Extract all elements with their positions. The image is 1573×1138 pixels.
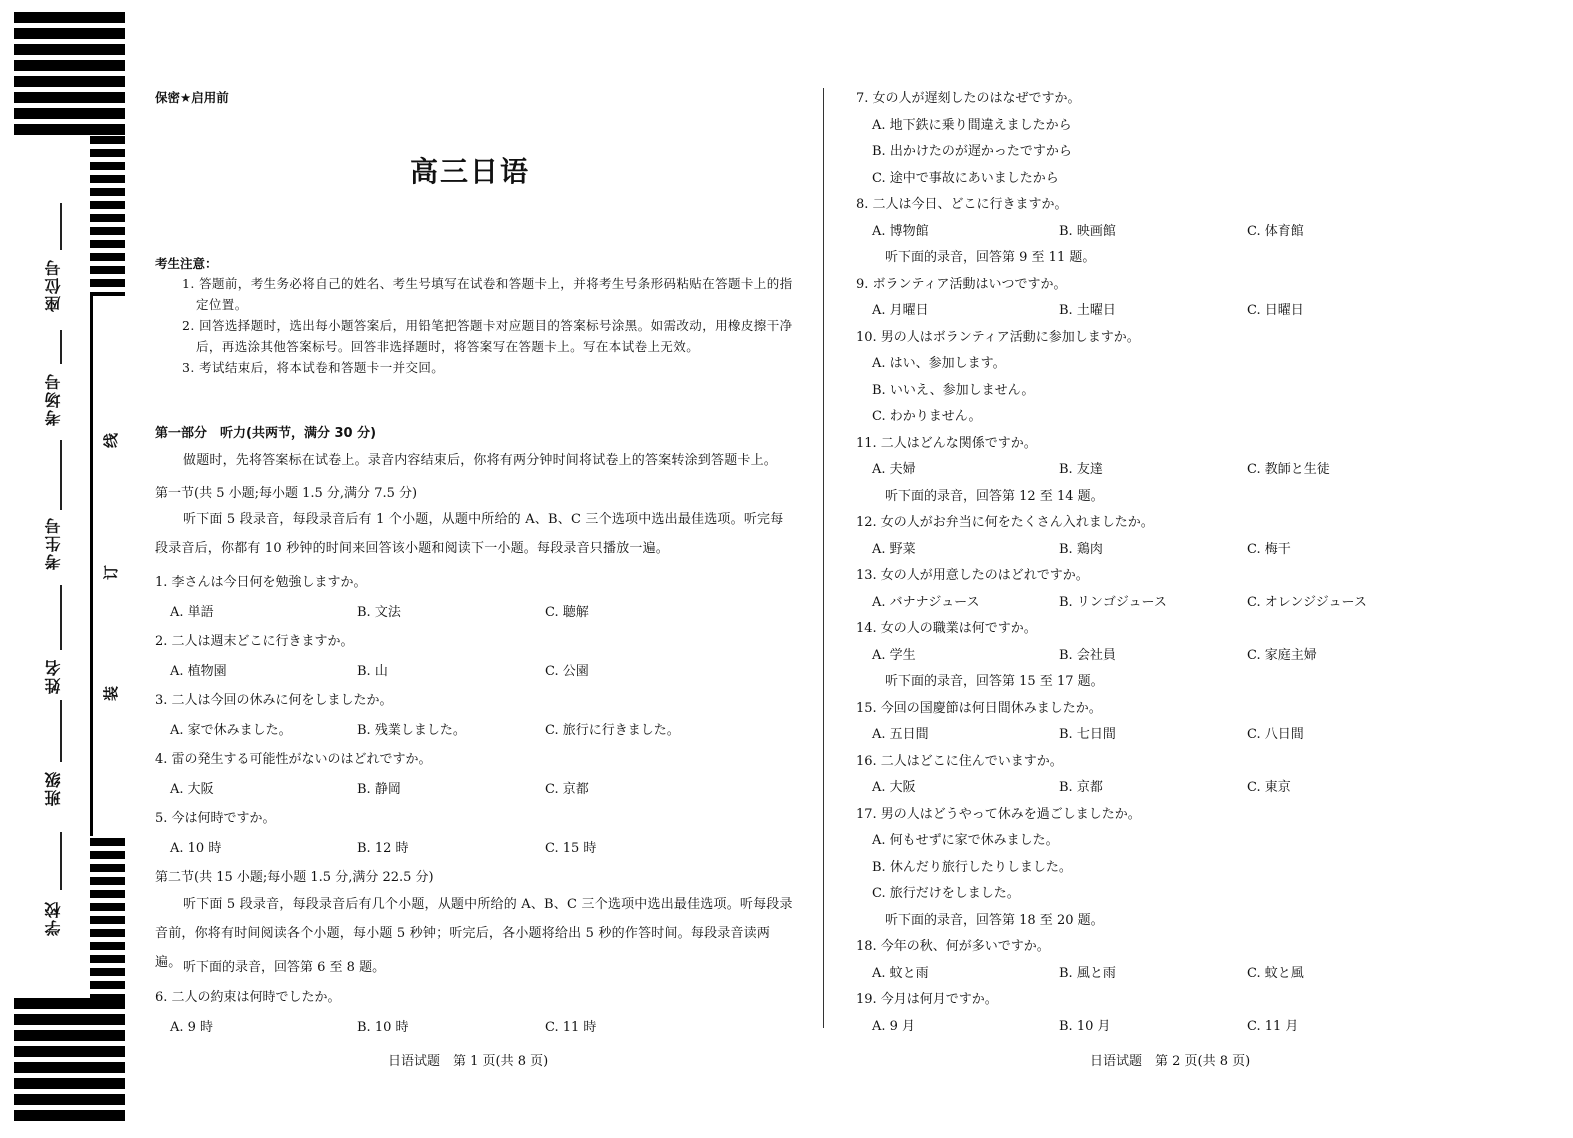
option-b: B. 10 月 [1059, 1018, 1111, 1034]
notes-heading: 考生注意： [155, 256, 218, 271]
column-divider [823, 88, 824, 1028]
exam-title: 高三日语 [410, 155, 531, 188]
option-b: B. 京都 [1059, 780, 1103, 795]
notes-list [182, 273, 794, 378]
part1-heading: 第一部分 听力(共两节，满分 30 分) [155, 426, 377, 441]
question-text: 10. 男の人はボランティア活動に参加しますか。 [856, 329, 1140, 345]
binding-label: 座位号 [44, 258, 63, 312]
section1-heading: 第一节(共 5 小题;每小题 1.5 分,满分 7.5 分) [155, 486, 418, 501]
question-text: 12. 女の人がお弁当に何をたくさん入れましたか。 [856, 515, 1154, 530]
option-a: A. 10 時 [170, 841, 222, 856]
page1-footer: 日语试题 第 1 页(共 8 页) [388, 1054, 549, 1069]
question-text: 3. 二人は今回の休みに何をしましたか。 [155, 693, 393, 708]
option-a: A. 蚊と雨 [872, 965, 929, 981]
listen-instruction: 听下面的录音，回答第 18 至 20 题。 [872, 912, 1104, 928]
section2-instructions: 听下面 5 段录音，每段录音后有几个小题，从题中所给的 A、B、C 三个选项中选出最佳选项。听每段录音前，你将有时间阅读各个小题，每小题 5 秒钟；听完后，各小题将给出 5 秒的作答时间。每段录音读两遍。 [155, 897, 793, 970]
option-c: C. 梅干 [1247, 541, 1291, 557]
option-c: C. 八日間 [1247, 727, 1304, 742]
listen-instruction: 听下面的录音，回答第 9 至 11 题。 [872, 250, 1096, 265]
section2-heading: 第二节(共 15 小题;每小题 1.5 分,满分 22.5 分) [155, 870, 434, 885]
option-c: C. 11 時 [545, 1020, 597, 1035]
option-c: C. 家庭主婦 [1247, 647, 1317, 663]
option-b: B. 文法 [357, 605, 401, 620]
fill-in-line [60, 585, 62, 650]
option-line: B. 出かけたのが遅かったですから [872, 144, 1072, 159]
question-text: 6. 二人の約束は何時でしたか。 [155, 990, 341, 1005]
confidential-mark: 保密★启用前 [155, 90, 229, 105]
question-text: 18. 今年の秋、何が多いですか。 [856, 939, 1050, 954]
fill-in-line [60, 440, 62, 510]
question-text: 11. 二人はどんな関係ですか。 [856, 435, 1037, 451]
option-b: B. 山 [357, 664, 388, 679]
question-text: 5. 今は何時ですか。 [155, 811, 276, 826]
question-text: 9. ボランティア活動はいつですか。 [856, 276, 1067, 292]
option-a: A. バナナジュース [872, 594, 980, 610]
binding-stripes-bottom [14, 998, 125, 1124]
option-a: A. 9 時 [170, 1020, 214, 1035]
binding-label: 学校 [44, 900, 63, 936]
option-b: B. 鶏肉 [1059, 541, 1103, 557]
option-b: B. 会社員 [1059, 647, 1116, 663]
option-c: C. 聴解 [545, 605, 589, 620]
option-b: B. 土曜日 [1059, 303, 1116, 318]
option-a: A. 野菜 [872, 541, 916, 557]
seal-character: 装 [102, 685, 121, 702]
option-a: A. 月曜日 [872, 303, 929, 318]
fill-in-line [60, 832, 62, 890]
option-c: C. 教師と生徒 [1247, 462, 1330, 477]
seal-character: 线 [102, 432, 121, 449]
question-text: 17. 男の人はどうやって休みを過ごしましたか。 [856, 806, 1141, 822]
option-b: B. リンゴジュース [1059, 594, 1167, 610]
seal-character: 订 [102, 564, 121, 581]
binding-label: 考生号 [44, 516, 63, 570]
listen-instruction: 听下面的录音，回答第 15 至 17 题。 [872, 674, 1104, 689]
option-b: B. 残業しました。 [357, 723, 466, 738]
option-c: C. 京都 [545, 782, 589, 797]
option-a: A. 夫婦 [872, 462, 916, 477]
option-a: A. 博物館 [872, 223, 929, 239]
option-line: C. 途中で事故にあいましたから [872, 170, 1059, 186]
question-text: 1. 李さんは今日何を勉強しますか。 [155, 575, 367, 590]
option-c: C. オレンジジュース [1247, 594, 1367, 610]
option-a: A. 植物園 [170, 664, 227, 679]
option-c: C. 15 時 [545, 841, 597, 856]
question-text: 14. 女の人の職業は何ですか。 [856, 621, 1037, 636]
listen-instruction: 听下面的录音，回答第 6 至 8 题。 [183, 960, 386, 975]
option-a: A. 単語 [170, 605, 214, 620]
option-a: A. 学生 [872, 647, 916, 663]
note-item: 3. 考试结束后，将本试卷和答题卡一并交回。 [182, 360, 445, 375]
option-b: B. 風と雨 [1059, 965, 1116, 981]
option-c: C. 旅行に行きました。 [545, 723, 680, 738]
note-item: 2. 回答选择题时，选出每小题答案后，用铅笔把答题卡对应题目的答案标号涂黑。如需改动，用橡皮擦干净后，再选涂其他答案标号。回答非选择题时，将答案写在答题卡上。写在本试卷上无效。 [182, 318, 793, 354]
option-c: C. 蚊と風 [1247, 965, 1304, 981]
option-line: A. はい、参加します。 [872, 356, 1006, 371]
option-b: B. 12 時 [357, 841, 409, 856]
binding-label: 班级 [44, 770, 63, 806]
listen-instruction: 听下面的录音，回答第 12 至 14 题。 [872, 488, 1104, 504]
option-line: B. 休んだり旅行したりしました。 [872, 859, 1072, 875]
option-b: B. 七日間 [1059, 727, 1116, 742]
option-c: C. 東京 [1247, 780, 1291, 795]
option-a: A. 大阪 [872, 780, 916, 795]
question-text: 15. 今回の国慶節は何日間休みましたか。 [856, 700, 1102, 716]
option-a: A. 五日間 [872, 727, 929, 742]
question-text: 4. 雷の発生する可能性がないのはどれですか。 [155, 752, 432, 767]
question-text: 19. 今月は何月ですか。 [856, 992, 998, 1007]
question-text: 8. 二人は今日、どこに行きますか。 [856, 197, 1068, 212]
option-b: B. 10 時 [357, 1020, 409, 1035]
option-line: A. 何もせずに家で休みました。 [872, 833, 1059, 848]
option-a: A. 9 月 [872, 1018, 916, 1034]
option-b: B. 静岡 [357, 782, 401, 797]
note-item: 1. 答题前，考生务必将自己的姓名、考生号填写在试卷和答题卡上，并将考生号条形码粘贴在答题卡上的指定位置。 [182, 276, 793, 312]
option-c: C. 日曜日 [1247, 303, 1304, 318]
question-text: 13. 女の人が用意したのはどれですか。 [856, 568, 1089, 583]
fill-in-line [60, 700, 62, 762]
binding-label: 姓名 [44, 658, 63, 694]
part1-instructions: 做题时，先将答案标在试卷上。录音内容结束后，你将有两分钟时间将试卷上的答案转涂到答题卡上。 [183, 453, 778, 468]
option-b: B. 映画館 [1059, 223, 1116, 239]
fill-in-line [60, 203, 62, 250]
question-text: 2. 二人は週末どこに行きますか。 [155, 634, 354, 649]
option-c: C. 11 月 [1247, 1018, 1299, 1034]
option-a: A. 家で休みました。 [170, 723, 292, 738]
question-text: 7. 女の人が遅刻したのはなぜですか。 [856, 91, 1081, 106]
option-line: C. わかりません。 [872, 409, 982, 424]
option-c: C. 公園 [545, 664, 589, 679]
option-line: B. いいえ、参加しません。 [872, 382, 1035, 398]
fill-in-line [60, 330, 62, 364]
option-c: C. 体育館 [1247, 223, 1304, 239]
option-line: A. 地下鉄に乗り間違えましたから [872, 117, 1072, 133]
option-a: A. 大阪 [170, 782, 214, 797]
binding-label: 考场号 [44, 372, 63, 426]
question-text: 16. 二人はどこに住んでいますか。 [856, 753, 1063, 769]
option-line: C. 旅行だけをしました。 [872, 886, 1020, 901]
page2-footer: 日语试题 第 2 页(共 8 页) [1090, 1054, 1251, 1069]
option-b: B. 友達 [1059, 462, 1103, 477]
section1-instructions: 听下面 5 段录音，每段录音后有 1 个小题，从题中所给的 A、B、C 三个选项中选出最佳选项。听完每段录音后，你都有 10 秒钟的时间来回答该小题和阅读下一小题。每段录音只播放一遍。 [155, 512, 784, 556]
binding-stripes-top [14, 12, 125, 136]
